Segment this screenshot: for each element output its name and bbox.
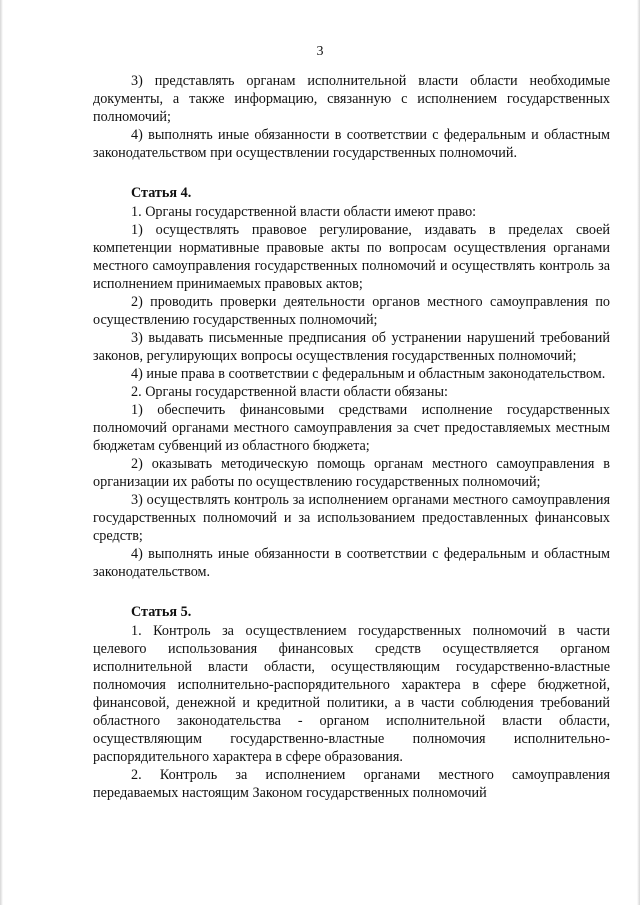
paragraph: 4) иные права в соответствии с федеральным и областным законодательством. [131,366,606,382]
page-number: 3 [316,44,324,59]
paragraph: 3) осуществлять контроль за исполнением органами местного самоуправления государственных полномочий и за использованием предоставленных финансовых средств; [93,492,610,544]
paragraph: 2) оказывать методическую помощь органам местного самоуправления в организации их работы по осуществлению государственных полномочий; [93,456,610,490]
paragraph: 2. Органы государственной власти области обязаны: [131,384,448,400]
document-body [93,72,610,802]
paragraph: 1) осуществлять правовое регулирование, издавать в пределах своей компетенции нормативные правовые акты по вопросам осуществления органами местного самоуправления государственных полномочий и осуществлять контроль за исполнением принимаемых правовых актов; [93,222,610,292]
article-5-title: Статья 5. [131,604,192,620]
article-4-title: Статья 4. [131,185,192,201]
paragraph: 3) выдавать письменные предписания об устранении нарушений требований законов, регулирующих вопросы осуществления государственных полномочий; [93,330,610,364]
paragraph: 4) выполнять иные обязанности в соответствии с федеральным и областным законодательством. [93,546,610,580]
paragraph: 1. Органы государственной власти области имеют право: [131,204,477,220]
paragraph: 3) представлять органам исполнительной власти области необходимые документы, а также информацию, связанную с исполнением государственных полномочий; [93,73,610,125]
paragraph: 4) выполнять иные обязанности в соответствии с федеральным и областным законодательством при осуществлении государственных полномочий. [93,127,610,161]
paragraph: 1) обеспечить финансовыми средствами исполнение государственных полномочий органами местного самоуправления за счет предоставляемых местным бюджетам субвенций из областного бюджета; [93,402,610,454]
paragraph: 2) проводить проверки деятельности органов местного самоуправления по осуществлению государственных полномочий; [93,294,610,328]
paragraph: 1. Контроль за осуществлением государственных полномочий в части целевого использования финансовых средств осуществляется органом исполнительной власти области, осуществляющим государственно-властные полномочия исполнительно-распорядительного характера в сфере бюджетной, финансовой, денежной и кредитной политики, а в части соблюдения требований областного законодательства - органом исполнительной власти области, осуществляющим государственно-властные полномочия исполнительно-распорядительного характера в сфере образования. [93,623,610,765]
paragraph: 2. Контроль за исполнением органами местного самоуправления передаваемых настоящим Законом государственных полномочий [93,767,610,801]
scan-edge-left [0,0,3,905]
